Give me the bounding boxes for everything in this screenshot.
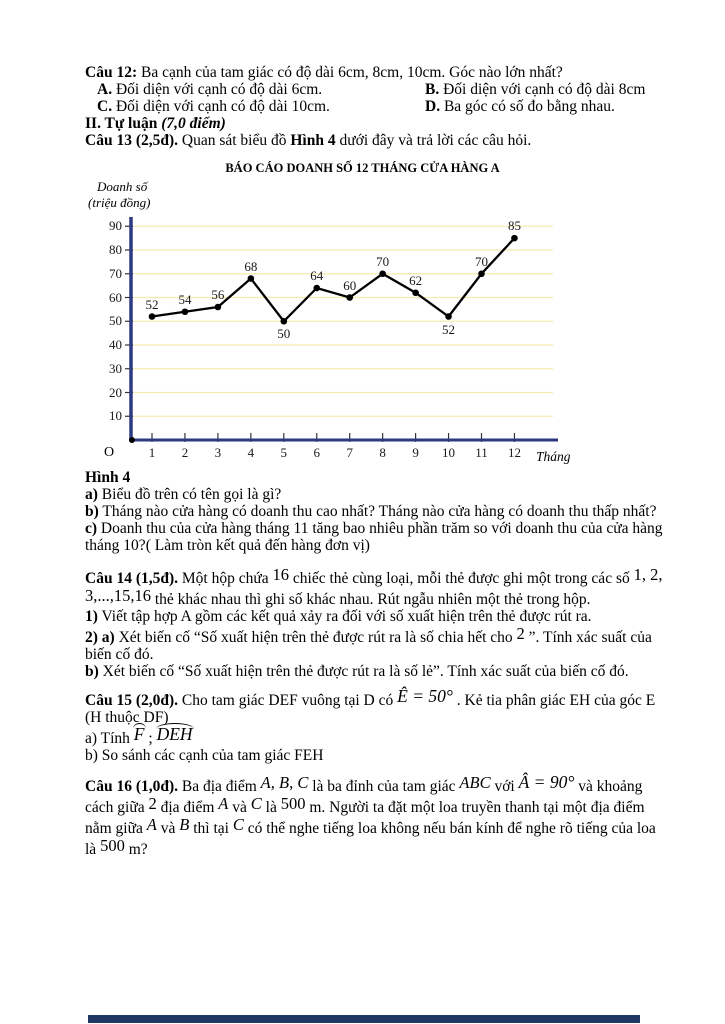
option-d — [425, 98, 669, 115]
point-value-label: 70 — [475, 253, 488, 269]
y-tick-label: 60 — [109, 289, 122, 305]
point-value-label: 50 — [277, 326, 291, 342]
y-tick-label: 40 — [109, 337, 122, 352]
question-14-part-1-label: 1) — [85, 608, 98, 625]
question-13-figref: Hình 4 — [290, 132, 336, 149]
question-15-math-angle-deh: DEH — [156, 724, 193, 744]
question-14-part-2a-label: 2) a) — [85, 629, 115, 646]
figure-question-a — [85, 486, 669, 503]
question-14-part-2b-text: Xét biến cố “Số xuất hiện trên thẻ được rút ra là số lẻ”. Tính xác suất của biến cố đó. — [98, 663, 629, 680]
question-14-text-2: chiếc thẻ cùng loại, mỗi thẻ được ghi một trong các số — [289, 570, 634, 587]
y-tick-label: 70 — [109, 265, 122, 281]
question-14-math-2: 2 — [516, 624, 525, 643]
x-tick-label: 3 — [214, 445, 222, 460]
question-14-part-1-text: Viết tập hợp A gồm các kết quả xảy ra đối với số xuất hiện trên thẻ được rút ra. — [97, 608, 592, 625]
question-13 — [85, 132, 669, 149]
question-16-text-1: Ba địa điểm — [178, 778, 261, 795]
question-16-text-5: địa điểm — [156, 799, 219, 816]
data-point — [346, 294, 353, 301]
y-axis-title-line1: Doanh số — [97, 179, 148, 194]
question-15-part-a-pre: a) Tính — [85, 730, 134, 747]
question-14-text-1: Một hộp chứa — [178, 570, 273, 587]
x-tick-label: 12 — [507, 445, 521, 460]
question-14-math-sequence: 1, 2, 3,...,15,16 — [85, 565, 663, 605]
question-16-math-abc: ABC — [459, 773, 491, 792]
question-16-math-c2: C — [232, 815, 244, 834]
figure-question-c-text: Doanh thu của cửa hàng tháng 11 tăng bao nhiêu phần trăm so với doanh thu của cửa hàng tháng 10?( Làm tròn kết quả đến hàng đơn vị) — [85, 520, 663, 554]
point-value-label: 52 — [442, 321, 456, 337]
data-point — [478, 270, 485, 277]
question-16-text-6: và — [228, 799, 251, 816]
question-16-text-10: thì tại — [189, 820, 233, 837]
option-b-label: B. — [425, 81, 440, 98]
origin-label: O — [104, 445, 115, 460]
question-16 — [85, 774, 669, 858]
data-point — [313, 285, 320, 292]
question-16-math-a2: A — [146, 815, 157, 834]
y-tick-label: 20 — [109, 384, 122, 400]
question-15-math-angle-f: F — [133, 724, 145, 744]
question-16-text-3: với — [490, 778, 519, 795]
question-12-label: Câu 12: — [85, 64, 138, 81]
point-value-label: 70 — [376, 253, 390, 269]
option-a-label: A. — [97, 81, 113, 98]
question-13-pre: Quan sát biểu đồ — [178, 132, 291, 149]
figure-question-b — [85, 503, 669, 520]
question-16-text-12: m? — [124, 841, 148, 858]
data-point — [412, 289, 419, 296]
question-15-math-angle-e: Ê = 50° — [397, 686, 453, 706]
option-c-text: Đối diện với cạnh có độ dài 10cm. — [112, 98, 330, 115]
option-c-label: C. — [97, 98, 113, 115]
question-15-part-a — [85, 726, 669, 747]
data-point — [445, 313, 452, 320]
figure-question-c-label: c) — [85, 520, 98, 537]
x-tick-label: 10 — [442, 445, 456, 460]
section-2-points: (7,0 điểm) — [161, 115, 226, 132]
options-row-cd — [85, 98, 669, 115]
question-14-part-2b-label: b) — [85, 663, 99, 680]
question-14-part-2a-text-end: ”. Tính xác suất của biến cố đó. — [85, 629, 652, 663]
x-tick-label: 9 — [412, 445, 419, 460]
question-16-text-2: là ba đỉnh của tam giác — [308, 778, 460, 795]
question-14-part-1 — [85, 608, 669, 625]
question-12 — [85, 64, 669, 81]
y-tick-label: 90 — [109, 218, 122, 234]
y-tick-label: 30 — [109, 360, 122, 376]
data-point — [511, 235, 518, 242]
question-14-part-2b — [85, 663, 669, 680]
point-value-label: 56 — [211, 287, 225, 302]
data-point — [149, 313, 156, 320]
question-16-text-8: m. Người ta đặt một loa truyền thanh tại một địa điểm nằm giữa — [85, 799, 645, 837]
question-16-text-7: là — [261, 799, 281, 816]
y-tick-label: 10 — [109, 408, 122, 424]
question-14-part-2a-text: Xét biến cố “Số xuất hiện trên thẻ được rút ra là số chia hết cho — [114, 629, 517, 646]
point-value-label: 54 — [178, 291, 192, 307]
figure-question-a-text: Biểu đồ trên có tên gọi là gì? — [97, 486, 282, 503]
question-14-math-16: 16 — [272, 565, 290, 584]
figure-caption: Hình 4 — [85, 469, 131, 486]
options-row-ab — [85, 81, 669, 98]
question-16-math-a: A — [218, 794, 229, 813]
question-14-label: Câu 14 (1,5đ). — [85, 570, 179, 587]
y-tick-label: 80 — [109, 242, 122, 257]
data-point — [248, 275, 255, 282]
question-16-text-11: có thể nghe tiếng loa không nếu bán kính để nghe rõ tiếng của loa là — [85, 820, 656, 858]
origin-dot — [129, 437, 135, 443]
option-a-text: Đối diện với cạnh có độ dài 6cm. — [112, 81, 323, 98]
data-point — [379, 270, 386, 277]
question-12-text: Ba cạnh của tam giác có độ dài 6cm, 8cm, 10cm. Góc nào lớn nhất? — [137, 64, 563, 81]
x-tick-label: 1 — [148, 445, 156, 460]
question-14-text-3: thẻ khác nhau thì ghi số khác nhau. Rút ngẫu nhiên một thẻ trong hộp. — [151, 591, 591, 608]
x-tick-label: 5 — [280, 445, 288, 460]
x-tick-label: 7 — [346, 445, 353, 460]
question-15-part-a-sep: ; — [144, 730, 157, 747]
data-point — [281, 318, 288, 325]
question-14 — [85, 566, 669, 608]
x-tick-label: 11 — [475, 445, 488, 460]
figure-question-b-label: b) — [85, 503, 99, 520]
question-15-text-1: Cho tam giác DEF vuông tại D có — [178, 692, 398, 709]
document-content — [85, 64, 669, 858]
section-2-label: II. Tự luận — [85, 115, 162, 132]
question-16-label: Câu 16 (1,0đ). — [85, 778, 179, 795]
question-15-part-b: b) So sánh các cạnh của tam giác FEH — [85, 747, 324, 764]
x-tick-label: 6 — [313, 445, 320, 460]
question-14-part-2a — [85, 625, 669, 663]
option-b — [425, 81, 669, 98]
x-tick-label: 2 — [181, 445, 189, 460]
option-b-text: Đối diện với cạnh có độ dài 8cm — [439, 81, 646, 98]
y-tick-label: 50 — [109, 313, 122, 329]
data-point — [182, 308, 189, 315]
sales-line-chart — [0, 157, 725, 469]
question-16-math-b: B — [179, 815, 190, 834]
option-c — [85, 98, 425, 115]
page-bottom-border — [88, 1015, 640, 1023]
question-16-math-c: C — [250, 794, 262, 813]
point-value-label: 62 — [409, 272, 423, 288]
option-d-text: Ba góc có số đo bằng nhau. — [440, 98, 615, 115]
point-value-label: 64 — [310, 268, 324, 283]
figure-question-c — [85, 520, 669, 554]
x-axis-title: Tháng — [536, 449, 571, 464]
question-15-label: Câu 15 (2,0đ). — [85, 692, 179, 709]
question-16-math-500: 500 — [280, 794, 306, 813]
y-axis-title-line2: (triệu đồng) — [88, 195, 151, 210]
question-16-math-angle-a: Â = 90° — [518, 772, 575, 792]
point-value-label: 60 — [343, 277, 357, 293]
question-15-text-2: . Kẻ tia phân giác EH của góc E (H thuộc DF) — [85, 692, 656, 726]
question-13-post: dưới đây và trả lời các câu hỏi. — [335, 132, 532, 149]
question-15 — [85, 688, 669, 726]
figure-question-b-text: Tháng nào cửa hàng có doanh thu cao nhất? Tháng nào cửa hàng có doanh thu thấp nhất? — [98, 503, 657, 520]
point-value-label: 68 — [244, 258, 258, 274]
option-a — [85, 81, 425, 98]
figure-question-a-label: a) — [85, 486, 98, 503]
x-tick-label: 4 — [247, 445, 255, 460]
data-point — [215, 304, 222, 311]
question-16-math-500-2: 500 — [100, 836, 125, 855]
option-d-label: D. — [425, 98, 441, 115]
point-value-label: 85 — [507, 218, 521, 234]
point-value-label: 52 — [145, 296, 159, 312]
chart-title: BÁO CÁO DOANH SỐ 12 THÁNG CỬA HÀNG A — [225, 161, 500, 175]
x-tick-label: 8 — [379, 445, 386, 460]
question-13-label: Câu 13 (2,5đ). — [85, 132, 179, 149]
section-2-heading — [85, 115, 669, 132]
question-16-math-2: 2 — [148, 794, 157, 813]
question-16-math-abc-list: A, B, C — [260, 773, 309, 792]
question-16-text-4: và khoảng cách giữa — [85, 778, 643, 816]
question-16-text-9: và — [156, 820, 180, 837]
